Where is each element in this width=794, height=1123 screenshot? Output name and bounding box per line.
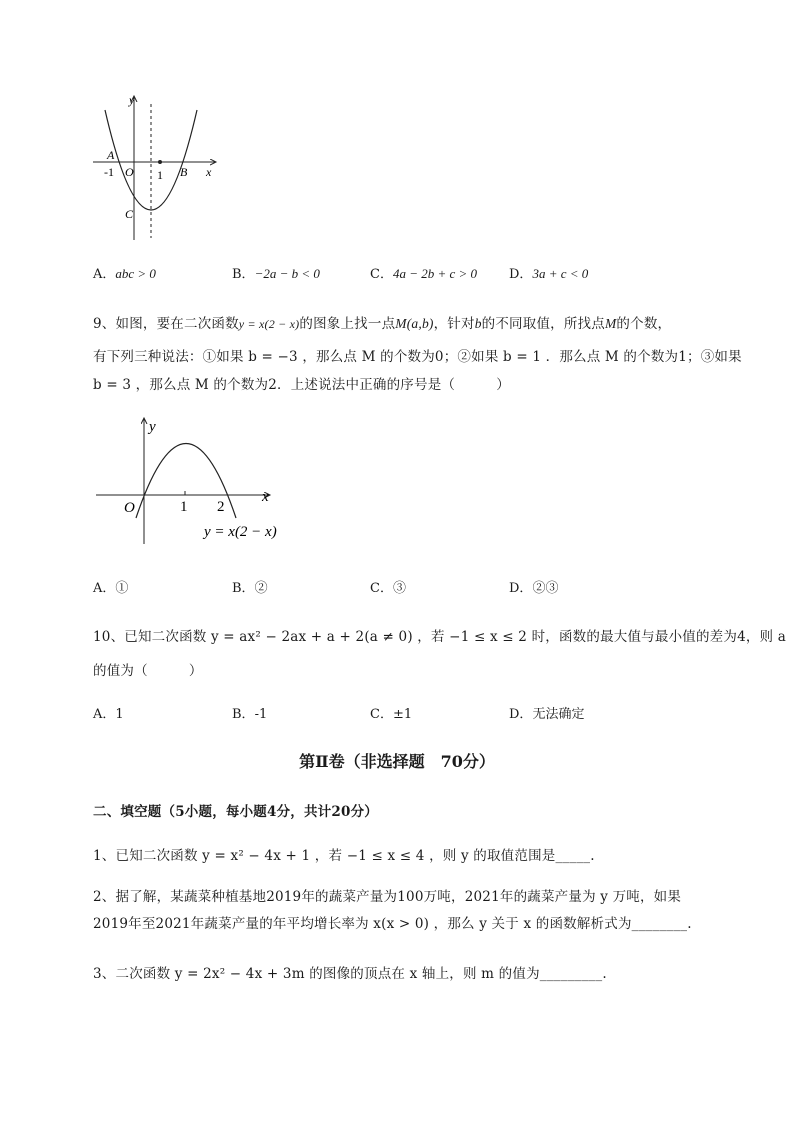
q8-option-c[interactable] [370,263,477,282]
option-expr: 无法确定 [532,707,585,722]
q10-option-b[interactable] [232,703,267,722]
q9-option-b[interactable] [232,577,268,596]
q9-func-label: y = x(2 − x) [204,524,277,540]
q9-text-b: 的图象上找一点 [299,316,396,332]
option-expr: ±1 [392,707,413,722]
option-expr: ③ [392,581,406,596]
q8-label-A: A [107,148,115,162]
q10-line-2: 的值为（ ） [93,663,203,679]
option-label: D． [509,581,533,596]
fill-q3: 3、二次函数 y = 2x² − 4x + 3m 的图像的顶点在 x 轴上，则 m 的值为_________. [93,966,607,982]
q8-label-C: C [125,207,134,221]
q8-parabola-graph [88,90,228,245]
q9-parabola-graph [92,412,297,552]
fill-q2-line-2: 2019年至2021年蔬菜产量的年平均增长率为 x(x > 0) ，那么 y 关于 x 的函数解析式为________. [93,916,692,932]
option-label: C． [370,707,393,722]
option-expr: -1 [254,707,268,722]
q8-option-b[interactable] [232,263,320,282]
q10-line-1: 10、已知二次函数 y = ax² − 2ax + a + 2(a ≠ 0) ，若 −1 ≤ x ≤ 2 时，函数的最大值与最小值的差为4，则 a [93,629,786,645]
option-label: A． [93,581,116,596]
q9-label-x: x [262,489,269,505]
q9-var-M: M [604,316,617,331]
section-heading: 二、填空题（5小题，每小题4分，共计20分） [93,804,378,820]
option-expr: 1 [115,707,124,722]
option-expr: ②③ [532,581,559,596]
q8-label-y: y [129,93,135,107]
q10-option-c[interactable] [370,703,412,722]
q8-label-neg1: -1 [104,165,114,179]
option-label: C． [370,267,393,282]
option-label: A． [93,707,116,722]
q9-option-d[interactable] [509,577,558,596]
option-label: B． [232,581,255,596]
q9-text-a: 9、如图，要在二次函数 [93,316,239,332]
q9-label-O: O [124,500,135,516]
option-expr: 3a + c < 0 [532,266,589,281]
q9-label-two: 2 [217,499,225,515]
q9-line-2: 有下列三种说法：①如果 b = −3 ，那么点 M 的个数为0；②如果 b = 1 ．那么点 M 的个数为1；③如果 [93,349,742,365]
q9-label-one: 1 [180,499,188,515]
q8-option-a[interactable] [93,263,156,282]
q9-point: M(a,b) [395,316,434,331]
q9-line-1 [93,312,671,332]
option-expr: −2a − b < 0 [254,266,320,281]
option-label: C． [370,581,393,596]
option-label: B． [232,707,255,722]
q8-point-one [158,160,162,164]
q8-label-one: 1 [157,168,163,182]
q9-var-b: b [474,316,482,331]
q10-option-d[interactable] [509,703,584,722]
q9-text-c: ，针对 [433,316,475,332]
option-expr: ② [254,581,268,596]
q8-label-B: B [180,165,188,179]
q8-label-O: O [125,165,134,179]
q9-option-a[interactable] [93,577,128,596]
q10-option-a[interactable] [93,703,124,722]
q9-label-y: y [149,419,156,435]
section-title: 第Ⅱ卷（非选择题 70分） [299,752,495,771]
option-label: D． [509,267,533,282]
q9-text-d: 的不同取值，所找点 [481,316,605,332]
q9-option-c[interactable] [370,577,406,596]
option-expr: 4a − 2b + c > 0 [392,266,478,281]
q9-line-3: b = 3 ，那么点 M 的个数为2．上述说法中正确的序号是（ ） [93,377,510,393]
option-expr: ① [115,581,129,596]
q8-label-x: x [206,165,212,179]
option-expr: abc > 0 [115,266,156,281]
fill-q1: 1、已知二次函数 y = x² − 4x + 1 ，若 −1 ≤ x ≤ 4 ，则 y 的取值范围是_____. [93,848,595,864]
q9-text-e: 的个数， [616,316,672,332]
option-label: A． [93,267,116,282]
fill-q2-line-1: 2、据了解，某蔬菜种植基地2019年的蔬菜产量为100万吨，2021年的蔬菜产量为 y 万吨，如果 [93,889,682,905]
option-label: B． [232,267,255,282]
q8-option-d[interactable] [509,263,588,282]
option-label: D． [509,707,533,722]
q9-func: y = x(2 − x) [238,317,300,331]
